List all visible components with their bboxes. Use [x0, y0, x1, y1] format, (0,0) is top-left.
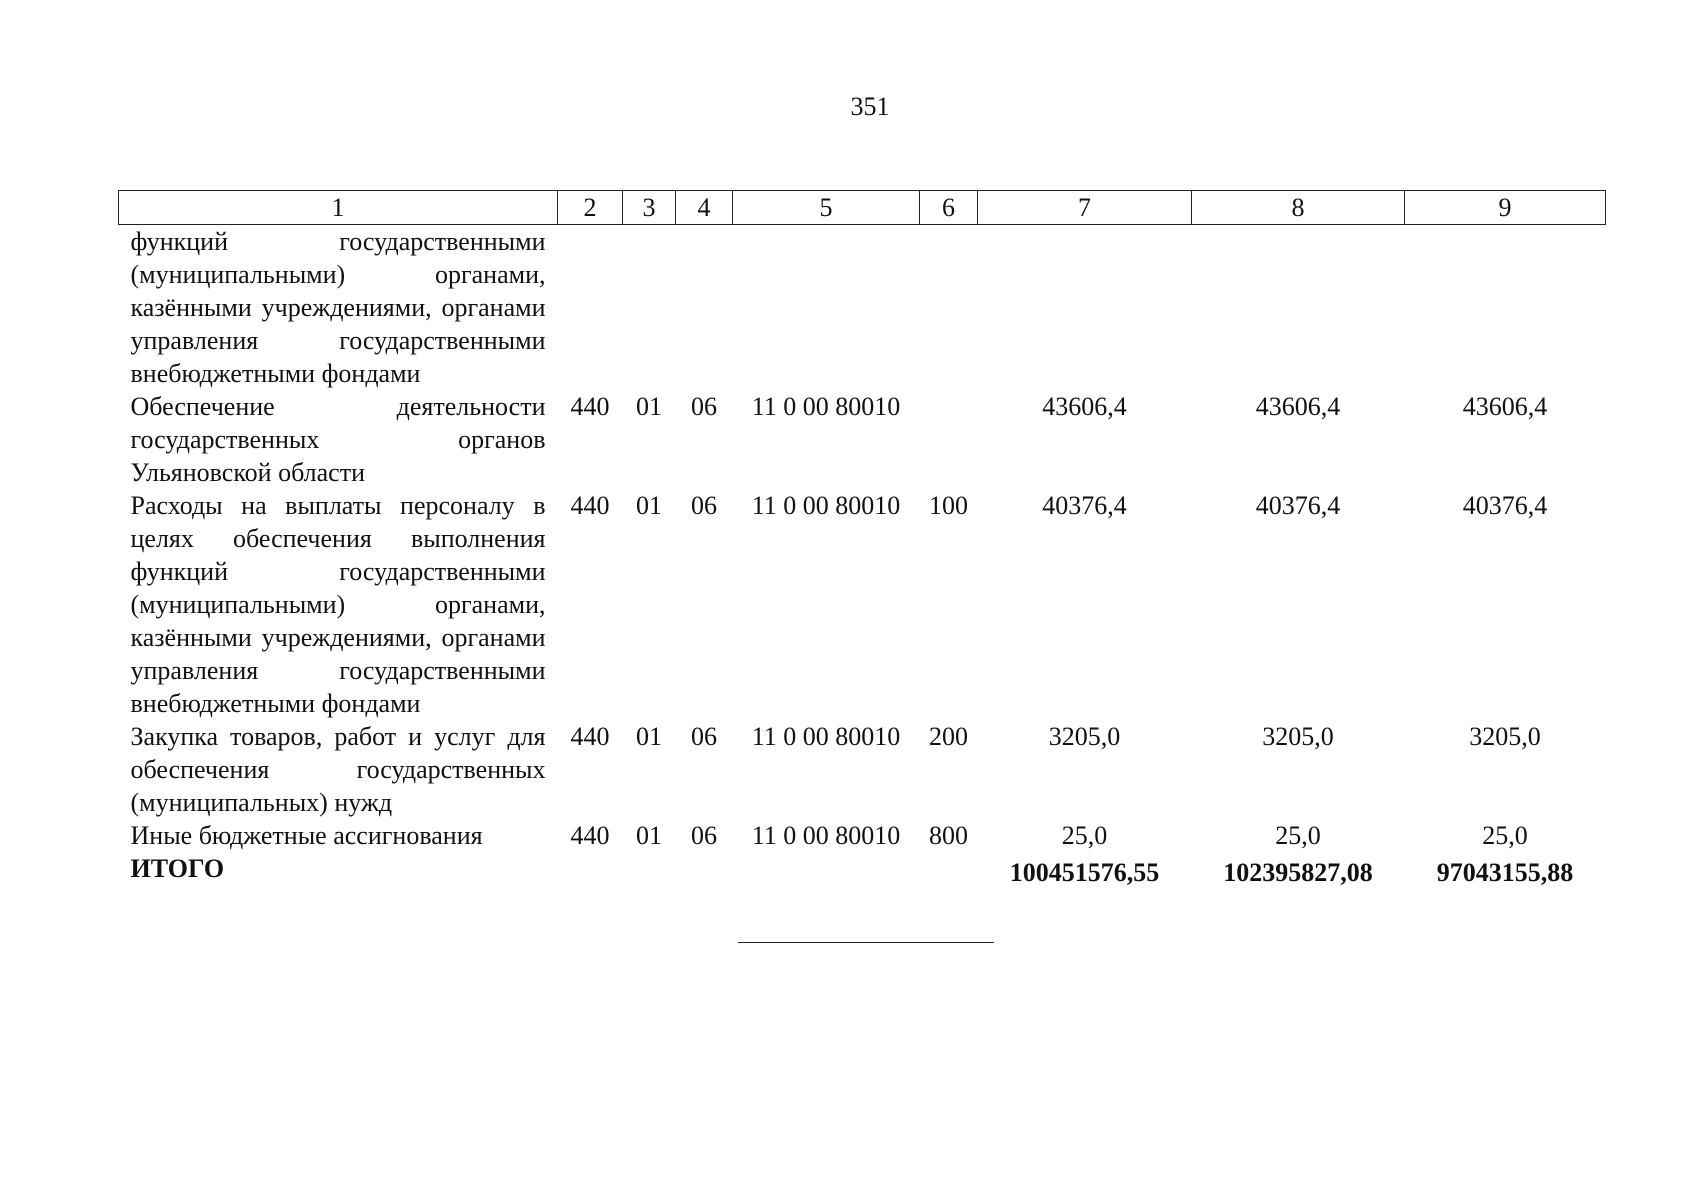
cell-col7: 43606,4 [1042, 392, 1127, 421]
cell-col8: 40376,4 [1255, 491, 1341, 520]
empty-cell [623, 852, 676, 889]
cell-col7: 25,0 [1061, 821, 1108, 850]
end-rule [738, 942, 994, 943]
empty-cell [920, 852, 978, 889]
empty-cell [733, 852, 920, 889]
row-description: Расходы на выплаты персоналу в целях обеспечения выполнения функций государственными (муниципальными) органами, казёнными учреждениями, органами управления государственными внебюджетными фондами [130, 491, 546, 718]
cell-col5: 11 0 00 80010 [751, 491, 901, 520]
cell-col7: 40376,4 [1042, 491, 1127, 520]
cell-col5: 11 0 00 80010 [751, 722, 901, 751]
cell-col6 [920, 390, 978, 489]
table-row [119, 489, 1606, 720]
cell-col2: 440 [570, 722, 610, 751]
cell-col4: 06 [691, 491, 717, 520]
cell-col5 [733, 225, 920, 391]
table-row [119, 819, 1606, 852]
cell-col6: 100 [929, 491, 968, 520]
row-description: Обеспечение деятельности государственных органов Ульяновской области [130, 392, 546, 487]
total-label: ИТОГО [130, 854, 225, 883]
empty-cell [676, 852, 733, 889]
col-header-9: 9 [1405, 191, 1606, 225]
empty-cell [558, 852, 623, 889]
cell-col6 [920, 225, 978, 391]
cell-col2: 440 [570, 821, 610, 850]
cell-col3: 01 [636, 821, 662, 850]
table-row [119, 225, 1606, 391]
col-header-6: 6 [920, 191, 978, 225]
row-description: Закупка товаров, работ и услуг для обеспечения государственных (муниципальных) нужд [130, 722, 546, 817]
col-header-4: 4 [676, 191, 733, 225]
cell-col2: 440 [570, 392, 610, 421]
total-col8: 102395827,08 [1223, 858, 1373, 887]
col-header-1: 1 [119, 191, 558, 225]
cell-col8: 43606,4 [1255, 392, 1341, 421]
cell-col5: 11 0 00 80010 [751, 821, 901, 850]
budget-table [118, 190, 1606, 889]
cell-col6: 800 [929, 821, 968, 850]
col-header-7: 7 [978, 191, 1192, 225]
cell-col4: 06 [691, 821, 717, 850]
total-col9: 97043155,88 [1436, 858, 1574, 887]
cell-col9 [1405, 225, 1606, 391]
cell-col3 [623, 225, 676, 391]
table-row [119, 720, 1606, 819]
header-row [119, 191, 1606, 225]
cell-col9: 40376,4 [1462, 491, 1548, 520]
row-description: Иные бюджетные ассигнования [130, 821, 483, 850]
cell-col8: 3205,0 [1262, 722, 1334, 751]
cell-col9: 3205,0 [1469, 722, 1541, 751]
col-header-8: 8 [1192, 191, 1405, 225]
cell-col8: 25,0 [1275, 821, 1321, 850]
col-header-2: 2 [558, 191, 623, 225]
col-header-5: 5 [733, 191, 920, 225]
cell-col2: 440 [570, 491, 610, 520]
cell-col9: 25,0 [1482, 821, 1528, 850]
cell-col7 [978, 225, 1192, 391]
cell-col3: 01 [636, 722, 662, 751]
cell-col9: 43606,4 [1462, 392, 1548, 421]
cell-col4: 06 [691, 392, 717, 421]
cell-col8 [1192, 225, 1405, 391]
page-number: 351 [850, 92, 890, 121]
total-row [119, 852, 1606, 889]
cell-col6: 200 [929, 722, 968, 751]
total-col7: 100451576,55 [1009, 858, 1160, 887]
col-header-3: 3 [623, 191, 676, 225]
cell-col4 [676, 225, 733, 391]
cell-col4: 06 [691, 722, 717, 751]
row-description: функций государственными (муниципальными) органами, казёнными учреждениями, органами управления государственными внебюджетными фондами [130, 227, 546, 388]
table-row [119, 390, 1606, 489]
cell-col3: 01 [636, 392, 662, 421]
cell-col7: 3205,0 [1048, 722, 1121, 751]
cell-col3: 01 [636, 491, 662, 520]
cell-col2 [558, 225, 623, 391]
cell-col5: 11 0 00 80010 [751, 392, 901, 421]
